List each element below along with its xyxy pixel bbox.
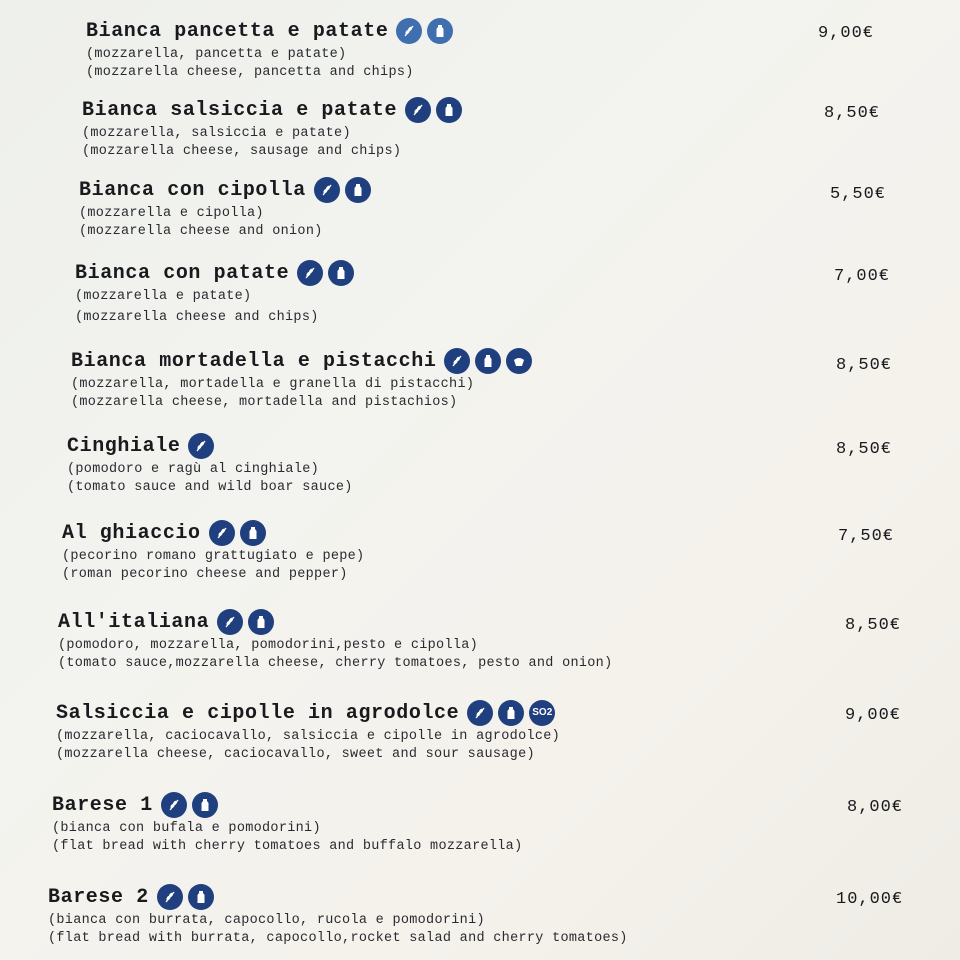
item-description-en: (mozzarella cheese, sausage and chips) <box>82 144 402 159</box>
item-name: Bianca salsiccia e patate <box>82 98 398 122</box>
menu-item <box>62 518 960 584</box>
gluten-wheat-icon <box>161 792 187 818</box>
gluten-wheat-icon <box>209 520 235 546</box>
dairy-milk-icon <box>427 18 453 44</box>
dairy-milk-icon <box>436 97 462 123</box>
sulphites-label: SO2 <box>532 707 553 718</box>
item-price: 9,00€ <box>845 706 902 725</box>
item-name: Bianca con cipolla <box>79 178 306 202</box>
item-price: 8,50€ <box>836 356 893 375</box>
item-description-it: (mozzarella, caciocavallo, salsiccia e cipolle in agrodolce) <box>56 729 561 744</box>
dairy-milk-icon <box>475 348 501 374</box>
gluten-wheat-icon <box>188 433 214 459</box>
gluten-wheat-icon <box>297 260 323 286</box>
item-description-it: (mozzarella e patate) <box>75 289 252 304</box>
item-name: All'italiana <box>58 610 210 634</box>
item-description-it: (pomodoro e ragù al cinghiale) <box>67 462 320 477</box>
item-price: 8,50€ <box>824 104 881 123</box>
item-description-it: (mozzarella, salsiccia e patate) <box>82 126 351 141</box>
menu-item <box>71 346 960 412</box>
item-description-en: (flat bread with burrata, capocollo,rocket salad and cherry tomatoes) <box>48 931 628 946</box>
item-description-it: (bianca con bufala e pomodorini) <box>52 821 321 836</box>
item-name: Bianca con patate <box>75 261 290 285</box>
gluten-wheat-icon <box>314 177 340 203</box>
dairy-milk-icon <box>248 609 274 635</box>
item-price: 8,50€ <box>836 440 893 459</box>
item-description-en: (mozzarella cheese and onion) <box>79 224 323 239</box>
item-description-en: (flat bread with cherry tomatoes and buffalo mozzarella) <box>52 839 523 854</box>
item-price: 10,00€ <box>836 890 904 909</box>
menu-item <box>67 431 960 497</box>
gluten-wheat-icon <box>467 700 493 726</box>
dairy-milk-icon <box>192 792 218 818</box>
dairy-milk-icon <box>188 884 214 910</box>
menu-item <box>79 175 960 241</box>
menu-item <box>75 258 960 327</box>
item-name: Bianca pancetta e patate <box>86 19 389 43</box>
dairy-milk-icon <box>328 260 354 286</box>
sulphites-icon <box>529 700 555 726</box>
item-description-en: (mozzarella cheese, caciocavallo, sweet and sour sausage) <box>56 747 535 762</box>
item-price: 5,50€ <box>830 185 887 204</box>
menu-item <box>58 607 958 673</box>
item-description-it: (bianca con burrata, capocollo, rucola e pomodorini) <box>48 913 485 928</box>
gluten-wheat-icon <box>396 18 422 44</box>
item-description-en: (tomato sauce and wild boar sauce) <box>67 480 353 495</box>
dairy-milk-icon <box>240 520 266 546</box>
item-description-it: (mozzarella, pancetta e patate) <box>86 47 347 62</box>
dairy-milk-icon <box>498 700 524 726</box>
item-name: Barese 1 <box>52 793 153 817</box>
item-description-it: (mozzarella e cipolla) <box>79 206 264 221</box>
item-price: 8,50€ <box>845 616 902 635</box>
item-description-en: (tomato sauce,mozzarella cheese, cherry tomatoes, pesto and onion) <box>58 656 613 671</box>
item-description-en: (roman pecorino cheese and pepper) <box>62 567 348 582</box>
item-description-en: (mozzarella cheese, pancetta and chips) <box>86 65 414 80</box>
item-name: Cinghiale <box>67 434 181 458</box>
item-name: Barese 2 <box>48 885 149 909</box>
item-description-en: (mozzarella cheese, mortadella and pistachios) <box>71 395 458 410</box>
item-price: 7,50€ <box>838 527 895 546</box>
item-description-it: (mozzarella, mortadella e granella di pistacchi) <box>71 377 475 392</box>
item-name: Salsiccia e cipolle in agrodolce <box>56 701 460 725</box>
gluten-wheat-icon <box>217 609 243 635</box>
dairy-milk-icon <box>345 177 371 203</box>
item-price: 7,00€ <box>834 267 891 286</box>
item-description-it: (pomodoro, mozzarella, pomodorini,pesto e cipolla) <box>58 638 479 653</box>
menu-item <box>48 882 948 948</box>
item-description-en: (mozzarella cheese and chips) <box>75 310 319 325</box>
gluten-wheat-icon <box>405 97 431 123</box>
nuts-icon <box>506 348 532 374</box>
menu-item <box>52 790 952 856</box>
item-price: 9,00€ <box>818 24 875 43</box>
item-description-it: (pecorino romano grattugiato e pepe) <box>62 549 365 564</box>
menu-item <box>56 698 956 764</box>
gluten-wheat-icon <box>444 348 470 374</box>
item-name: Bianca mortadella e pistacchi <box>71 349 437 373</box>
item-name: Al ghiaccio <box>62 521 201 545</box>
item-price: 8,00€ <box>847 798 904 817</box>
gluten-wheat-icon <box>157 884 183 910</box>
